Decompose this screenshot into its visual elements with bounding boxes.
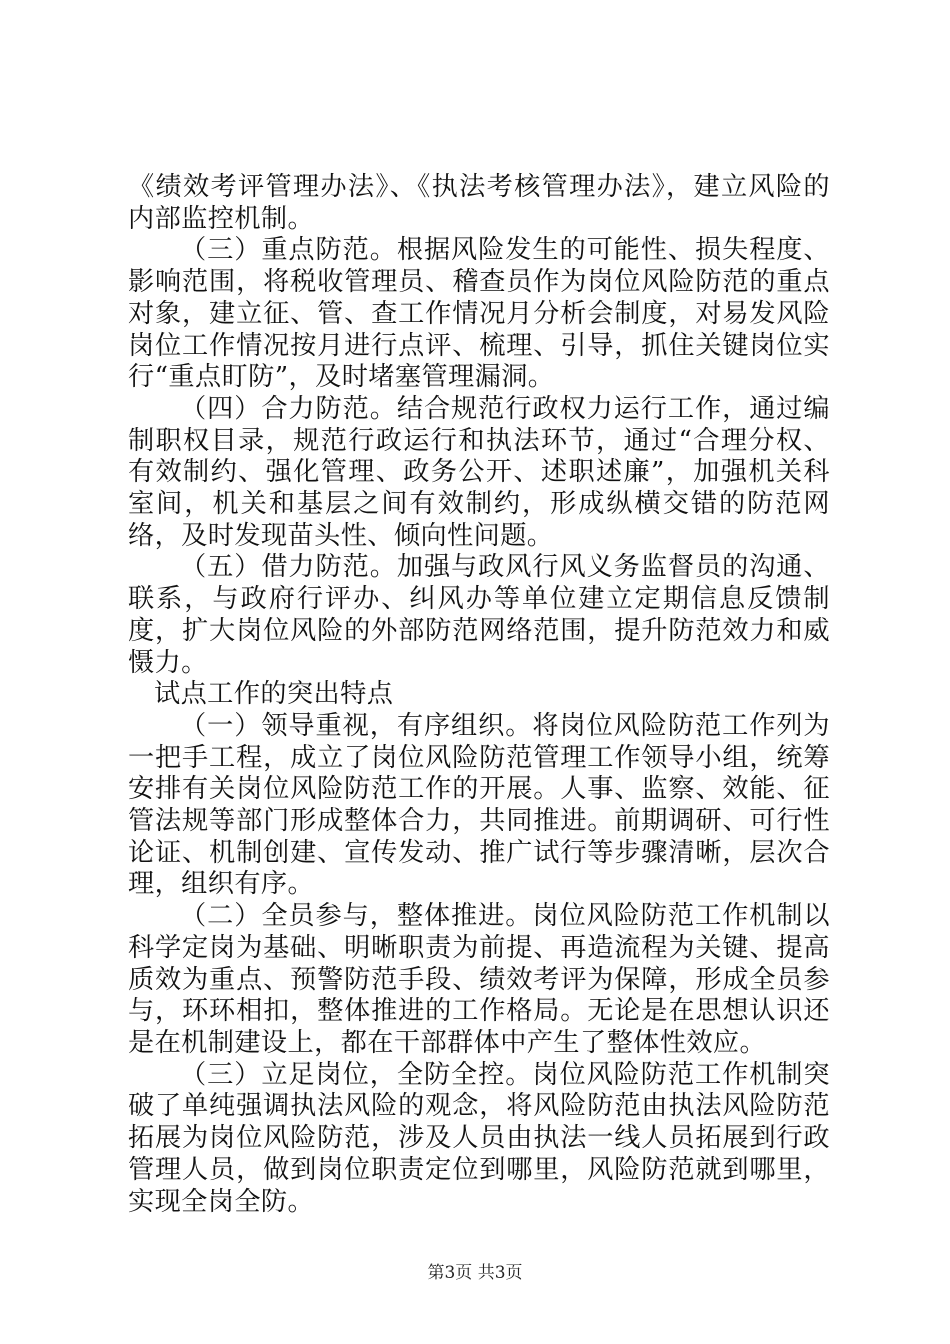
- paragraph-joint-prevention: （四）合力防范。结合规范行政权力运行工作，通过编制职权目录，规范行政运行和执法环节，通过“合理分权、有效制约、强化管理、政务公开、述职述廉”，加强机关科室间，机关和基层之间有效制约，形成纵横交错的防范网络，及时发现苗头性、倾向性问题。: [128, 393, 830, 551]
- paragraph-participation: （二）全员参与，整体推进。岗位风险防范工作机制以科学定岗为基础、明晰职责为前提、再造流程为关键、提高质效为重点、预警防范手段、绩效考评为保障，形成全员参与，环环相扣，整体推进的工作格局。无论是在思想认识还是在机制建设上，都在干部群体中产生了整体性效应。: [128, 901, 830, 1058]
- paragraph-continuation: 《绩效考评管理办法》、《执法考核管理办法》，建立风险的内部监控机制。: [128, 172, 830, 234]
- paragraph-post-based-control: （三）立足岗位，全防全控。岗位风险防范工作机制突破了单纯强调执法风险的观念，将风险防范由执法风险防范拓展为岗位风险防范，涉及人员由执法一线人员拓展到行政管理人员，做到岗位职责定位到哪里，风险防范就到哪里，实现全岗全防。: [128, 1059, 830, 1217]
- paragraph-external-prevention: （五）借力防范。加强与政风行风义务监督员的沟通、联系，与政府行评办、纠风办等单位建立定期信息反馈制度，扩大岗位风险的外部防范网络范围，提升防范效力和威慑力。: [128, 552, 830, 678]
- section-heading: 试点工作的突出特点: [154, 679, 394, 710]
- document-body: [128, 172, 830, 1218]
- page-footer: 第3页 共3页: [427, 1263, 523, 1283]
- paragraph-focus-prevention: （三）重点防范。根据风险发生的可能性、损失程度、影响范围，将税收管理员、稽查员作为岗位风险防范的重点对象，建立征、管、查工作情况月分析会制度，对易发风险岗位工作情况按月进行点评、梳理、引导，抓住关键岗位实行“重点盯防”，及时堵塞管理漏洞。: [128, 235, 830, 393]
- paragraph-leadership: （一）领导重视，有序组织。将岗位风险防范工作列为一把手工程，成立了岗位风险防范管理工作领导小组，统筹安排有关岗位风险防范工作的开展。人事、监察、效能、征管法规等部门形成整体合力，共同推进。前期调研、可行性论证、机制创建、宣传发动、推广试行等步骤清晰，层次合理，组织有序。: [128, 710, 830, 900]
